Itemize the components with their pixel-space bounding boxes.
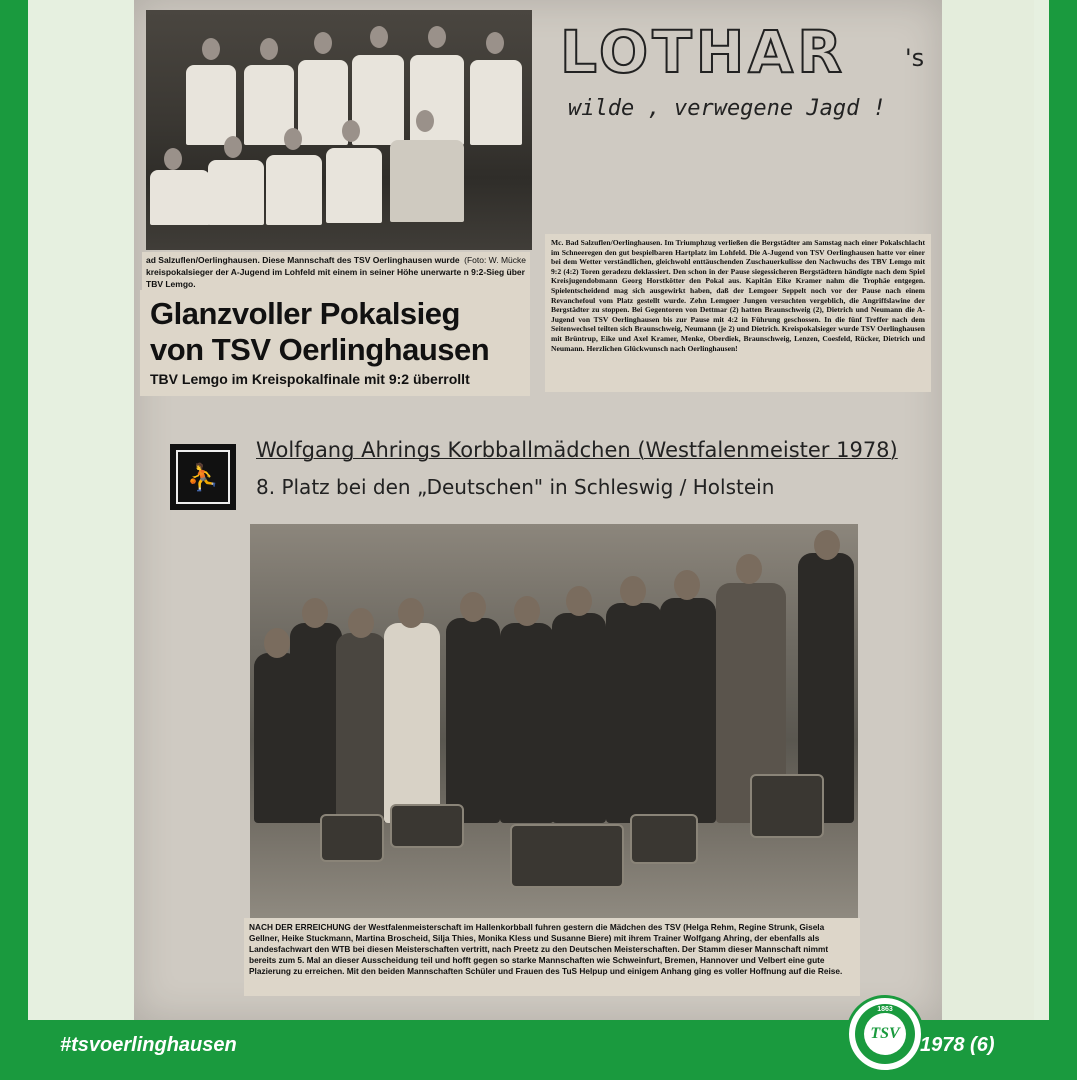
photo-caption — [142, 252, 530, 292]
person-figure — [336, 633, 386, 823]
korbball-icon — [170, 444, 236, 510]
logo-core: TSV — [864, 1013, 906, 1055]
player-figure — [470, 60, 522, 145]
player-head — [284, 128, 302, 150]
subheadline: TBV Lemgo im Kreispokalfinale mit 9:2 überrollt — [150, 371, 470, 387]
logo-year: 1863 — [877, 1006, 893, 1013]
player-head — [202, 38, 220, 60]
player-head — [416, 110, 434, 132]
person-head — [348, 608, 374, 638]
person-head — [674, 570, 700, 600]
player-head — [342, 120, 360, 142]
player-head — [260, 38, 278, 60]
group-photo-caption: NACH DER ERREICHUNG der Westfalenmeisterschaft im Hallenkorbball fuhren gestern die Mädchen des TSV (Helga Rehm, Regine Strunk, Gisela Gellner, Heike Stuckmann, Martina Broscheid, Silja Thies, Monika Kless und Susanne Biere) mit ihrem Trainer Wolfgang Ahring, der ebenfalls als Landesfachwart den WTB bei diesen Meisterschaften vertritt, nach Preetz zu den Deutschen Meisterschaften. Der Stamm dieser Mannschaft nimmt bereits zum 5. Mal an dieser Ausscheidung teil und hofft gegen so starke Mannschaften wie Schweinfurt, Bremen, Hannover und Velbert eine gute Plazierung zu erreichen. Mit den beiden Mannschaften Schüler und Frauen des TuS Helpup und einigem Anhang ging es voller Hoffnung auf die Reise. — [244, 918, 860, 996]
caption-text: ad Salzuflen/Oerlinghausen. Diese Mannschaft des TSV Oerlinghausen wurde kreispokalsieger der A-Jugend im Lohfeld mit einem in seiner Höhe unerwarte n 9:2-Sieg über TBV Lemgo. — [146, 255, 525, 289]
player-head — [370, 26, 388, 48]
newspaper-article: Mc. Bad Salzuflen/Oerlinghausen. Im Triumphzug verließen die Bergstädter am Samstag nach einer Pokalschlacht im Schneeregen den gut bespielbaren Hartplatz im Lohfeld. Die A-Jugend von TSV Oerlinghausen hatte vor einer bei dem Wetter verständlichen, gleichwohl enttäuschenden Zuschauerkulisse den Nachwuchs des TBV Lemgo mit 9:2 (4:2) Toren geradezu deklassiert. Den schon in der Pause siegessicheren Bergstädtern händigte nach dem Spiel Kreisjugendobmann Georg Horstkötter den Pokal aus. Kapitän Eike Kramer nahm die Trophäe entgegen. Spielentscheidend mag sich ausgewirkt haben, daß der Lemgoer Seppelt noch vor der Pause nach einem Revanchefoul vom Platz gestellt wurde. Zehn Lemgoer Jungen versuchten vergeblich, die Angriffslawine der Bergstädter zu stoppen. Bei Gegentoren von Dettmar (2) hatten Braunschweig (2), Dietrich und Neumann die A-Jugend von TSV Oerlinghausen bis zur Pause mit 4:2 in Führung geschossen. In die fünf Treffer nach dem Seitenwechsel teilten sich Braunschweig, Neumann (je 2) und Dietrich. Kreispokalsieger wurde TSV Oerlinghausen mit Brüntrup, Eike und Axel Kramer, Menke, Oberdiek, Braunschweig, Lenzen, Coesfeld, Rücker, Dietrich und Neumann. Herzlichen Glückwunsch nach Oerlinghausen! — [545, 234, 931, 392]
bag — [510, 824, 624, 888]
person-figure — [606, 603, 662, 823]
club-logo — [846, 995, 924, 1073]
person-head — [460, 592, 486, 622]
korbball-title: Wolfgang Ahrings Korbballmädchen (Westfalenmeister 1978) — [256, 438, 898, 462]
person-figure — [552, 613, 606, 823]
headline-block — [140, 290, 530, 396]
person-figure — [290, 623, 342, 823]
person-figure — [446, 618, 500, 823]
player-figure — [298, 60, 348, 145]
bag — [630, 814, 698, 864]
lothar-subtitle: wilde , verwegene Jagd ! — [568, 96, 886, 121]
player-figure — [186, 65, 236, 145]
photo-credit: (Foto: W. Mücke — [464, 255, 526, 265]
lothar-title: LOTHAR — [560, 18, 846, 86]
bag — [390, 804, 464, 848]
player-figure — [410, 55, 464, 145]
player-head — [486, 32, 504, 54]
person-figure — [500, 623, 554, 823]
person-head — [302, 598, 328, 628]
player-head — [314, 32, 332, 54]
headline-line-1: Glanzvoller Pokalsieg — [150, 296, 460, 331]
person-head — [814, 530, 840, 560]
bag — [320, 814, 384, 862]
hashtag-label[interactable]: #tsvoerlinghausen — [60, 1034, 237, 1056]
team-photo — [146, 10, 532, 250]
player-head — [224, 136, 242, 158]
person-head — [264, 628, 290, 658]
player-head — [164, 148, 182, 170]
right-margin — [942, 0, 1034, 1020]
year-label: 1978 (6) — [920, 1034, 995, 1056]
person-head — [566, 586, 592, 616]
person-head — [514, 596, 540, 626]
person-head — [736, 554, 762, 584]
player-figure — [208, 160, 264, 225]
player-figure — [390, 140, 464, 222]
player-head — [428, 26, 446, 48]
player-figure — [326, 148, 382, 223]
player-figure — [150, 170, 210, 225]
korbball-pictogram: ⛹ — [176, 450, 230, 504]
person-head — [620, 576, 646, 606]
player-figure — [266, 155, 322, 225]
korbball-subtitle: 8. Platz bei den „Deutschen" in Schleswig / Holstein — [256, 475, 775, 499]
lothar-title-suffix: 's — [905, 44, 925, 72]
headline-line-2: von TSV Oerlinghausen — [150, 332, 490, 367]
team-group-photo — [250, 524, 858, 918]
bag — [750, 774, 824, 838]
person-head — [398, 598, 424, 628]
person-figure — [660, 598, 716, 823]
person-figure — [384, 623, 440, 823]
